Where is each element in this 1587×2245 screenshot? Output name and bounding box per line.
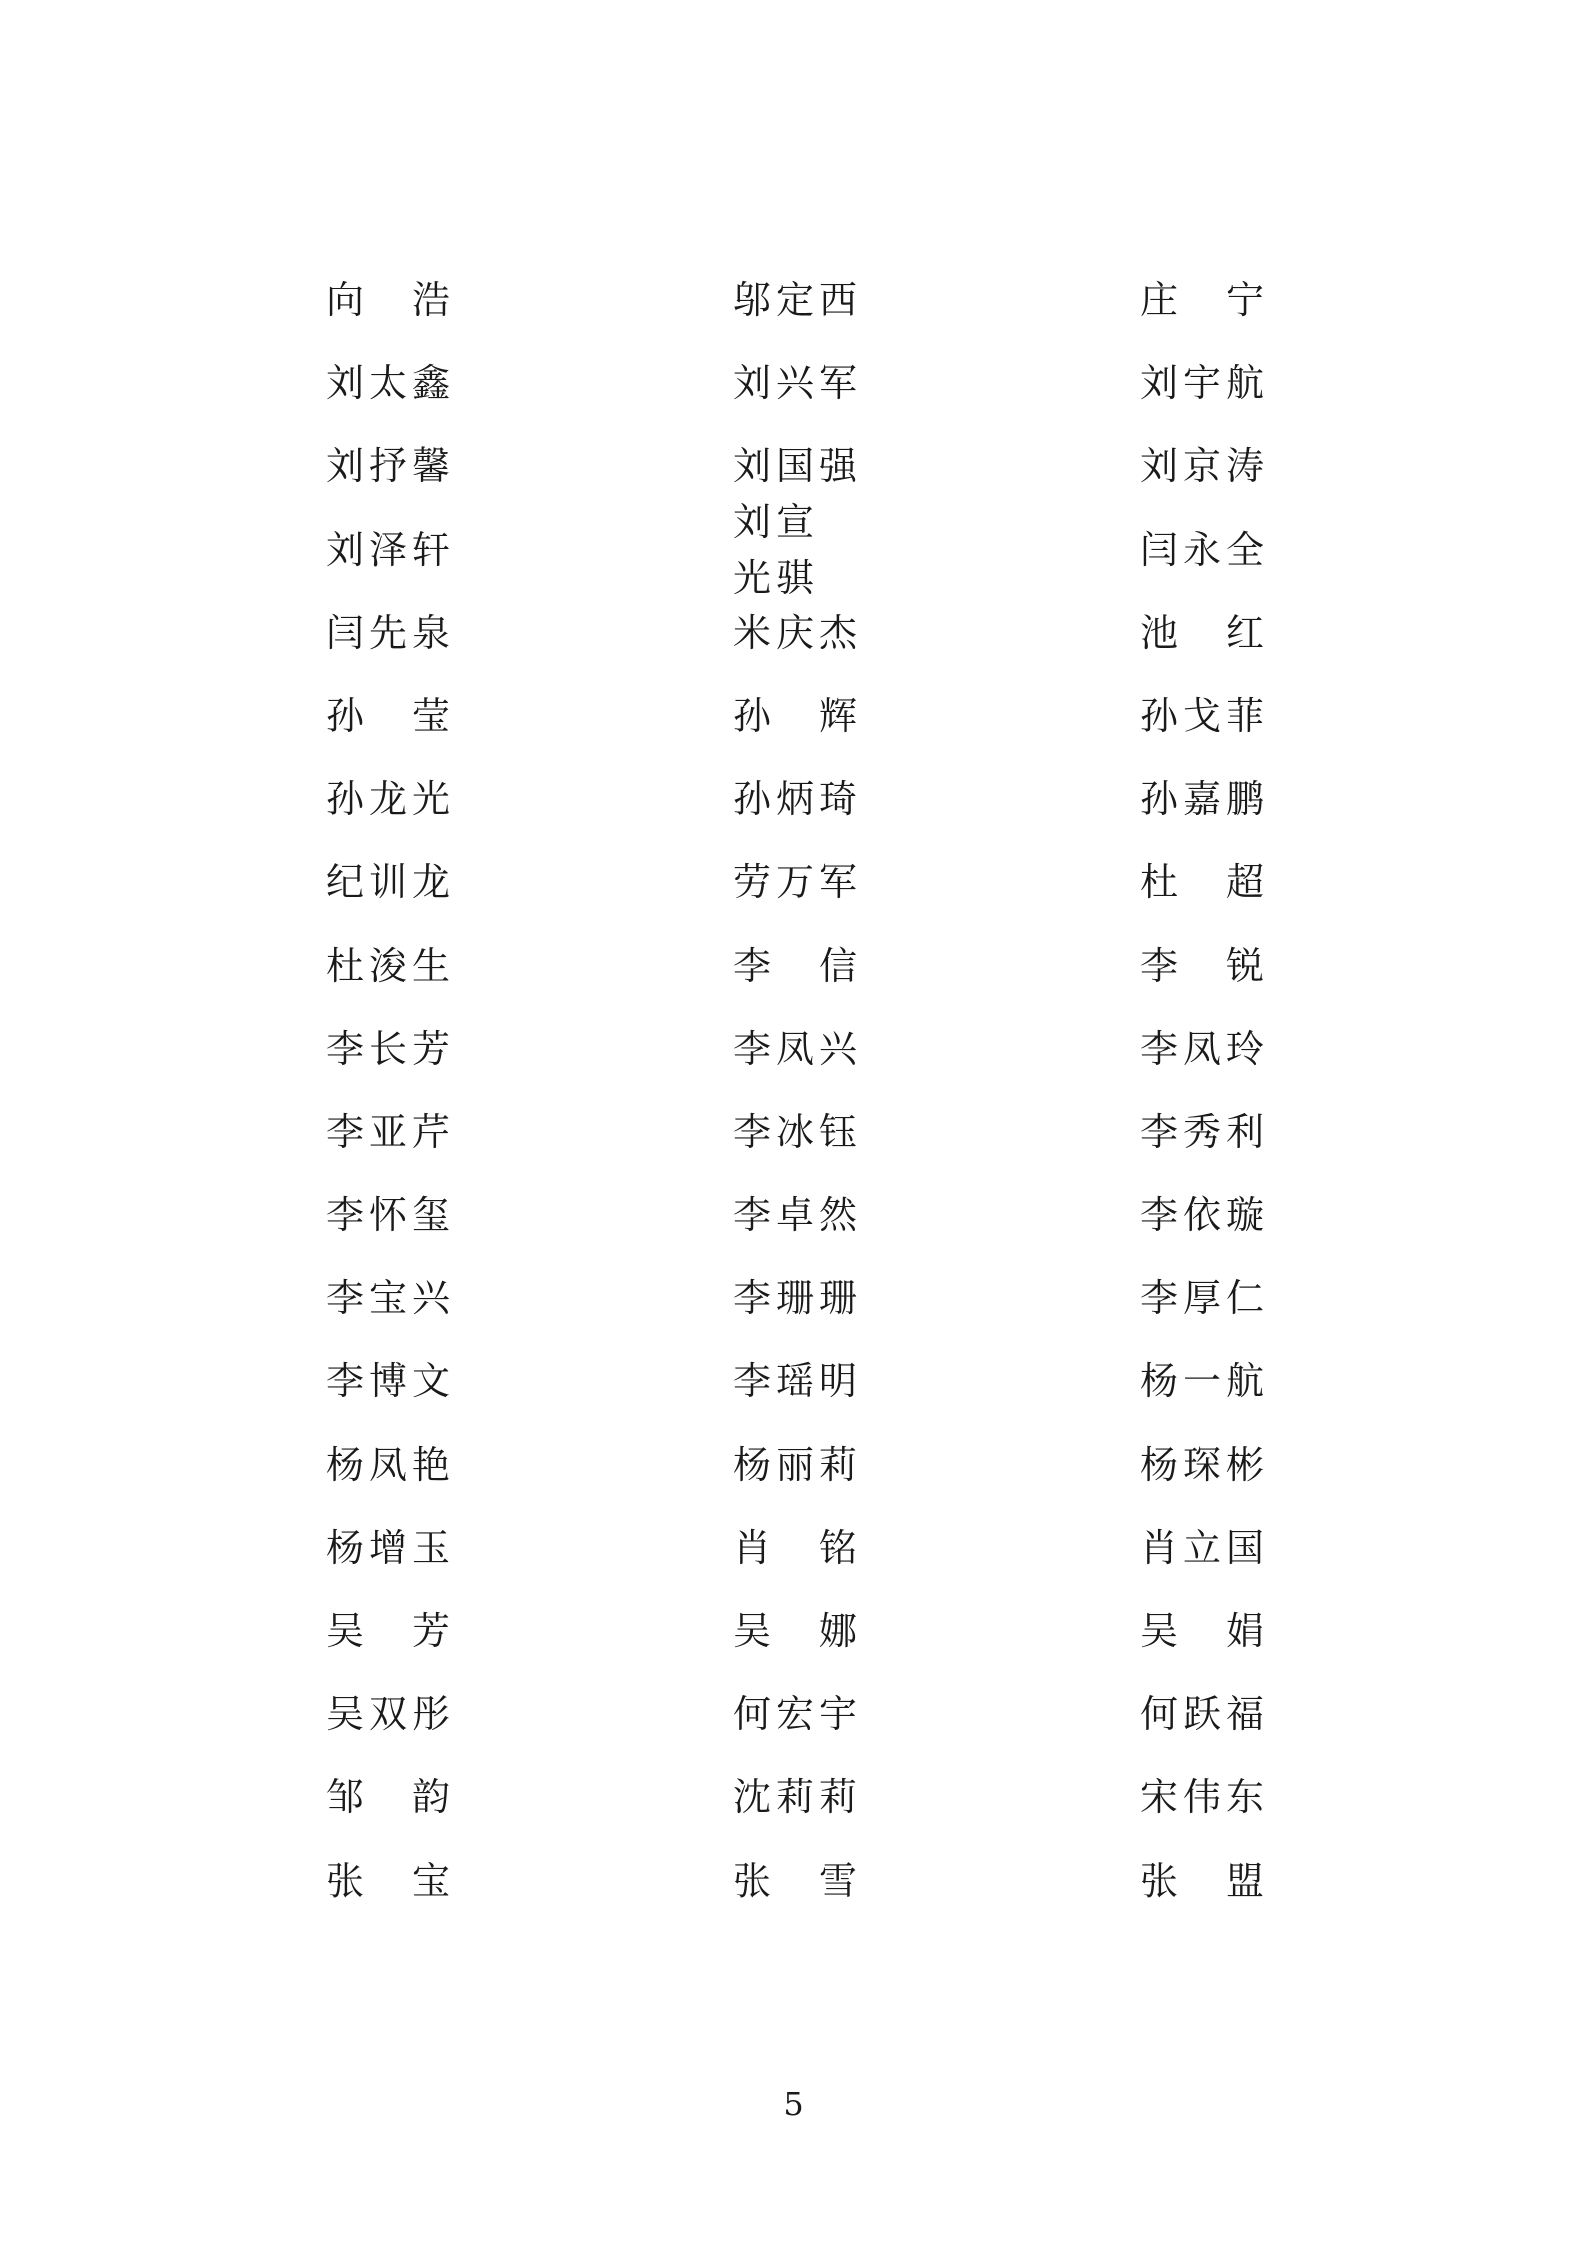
- name-row: [0, 1520, 1587, 1603]
- name-entry: 李 长 芳: [326, 1026, 450, 1071]
- name-entry: 刘 泽 轩: [326, 527, 450, 572]
- name-row: [0, 1270, 1587, 1353]
- name-entry: 闫 先 泉: [326, 610, 450, 655]
- name-entry: 李 信: [733, 943, 857, 988]
- name-entry: 李 珊 珊: [733, 1276, 857, 1321]
- name-list: [0, 272, 1587, 1936]
- name-entry: 杜 超: [1140, 860, 1264, 905]
- name-row: [0, 499, 1587, 605]
- name-entry: 刘宣光骐: [733, 499, 820, 600]
- name-row: [0, 1021, 1587, 1104]
- name-entry: 吴 娟: [1140, 1609, 1264, 1653]
- name-entry: 杨 一 航: [1140, 1359, 1264, 1404]
- name-entry: 肖 立 国: [1140, 1525, 1264, 1570]
- name-entry: 孙 炳 琦: [733, 777, 857, 822]
- name-entry: 刘 抒 馨: [326, 444, 450, 489]
- name-entry: 肖 铭: [733, 1525, 857, 1570]
- name-entry: 李 凤 兴: [733, 1026, 857, 1071]
- name-entry: 杨 凤 艳: [326, 1442, 450, 1487]
- name-entry: 刘 国 强: [733, 444, 857, 489]
- name-entry: 何 跃 福: [1140, 1692, 1264, 1737]
- name-row: [0, 1187, 1587, 1270]
- name-row: [0, 938, 1587, 1021]
- name-entry: 刘 京 涛: [1140, 444, 1264, 489]
- name-entry: 张 盟: [1140, 1858, 1264, 1903]
- name-entry: 孙 莹: [326, 693, 450, 738]
- name-entry: 孙 嘉 鹏: [1140, 777, 1264, 822]
- name-entry: 邹 韵: [326, 1775, 450, 1820]
- name-entry: 李 亚 芹: [326, 1109, 450, 1154]
- name-entry: 孙 龙 光: [326, 777, 450, 822]
- name-entry: 李 依 璇: [1140, 1193, 1264, 1238]
- name-row: [0, 272, 1587, 355]
- name-entry: 李 冰 钰: [733, 1109, 857, 1154]
- name-row: [0, 1853, 1587, 1936]
- name-row: [0, 1353, 1587, 1436]
- name-row: [0, 1104, 1587, 1187]
- name-entry: 沈 莉 莉: [733, 1775, 857, 1820]
- name-entry: 李 秀 利: [1140, 1109, 1264, 1154]
- name-entry: 劳 万 军: [733, 860, 857, 905]
- name-entry: 池 红: [1140, 610, 1264, 655]
- name-entry: 刘 兴 军: [733, 361, 857, 406]
- name-entry: 张 雪: [733, 1858, 857, 1903]
- name-entry: 李 瑶 明: [733, 1359, 857, 1404]
- name-entry: 宋 伟 东: [1140, 1775, 1264, 1820]
- name-entry: 李 博 文: [326, 1359, 450, 1404]
- name-entry: 孙 戈 菲: [1140, 693, 1264, 738]
- name-row: [0, 1686, 1587, 1769]
- name-entry: 吴 娜: [733, 1609, 857, 1653]
- name-entry: 闫 永 全: [1140, 527, 1264, 572]
- name-entry: 杨 增 玉: [326, 1525, 450, 1570]
- name-entry: 杜 浚 生: [326, 943, 450, 988]
- name-row: [0, 1603, 1587, 1686]
- name-entry: 李 厚 仁: [1140, 1276, 1264, 1321]
- name-entry: 米 庆 杰: [733, 610, 857, 655]
- name-entry: 李 卓 然: [733, 1193, 857, 1238]
- name-entry: 李 宝 兴: [326, 1276, 450, 1321]
- name-entry: 吴 芳: [326, 1609, 450, 1653]
- name-entry: 杨 丽 莉: [733, 1442, 857, 1487]
- name-row: [0, 355, 1587, 438]
- name-entry: 李 怀 玺: [326, 1193, 450, 1238]
- name-entry: 李 锐: [1140, 943, 1264, 988]
- page-number: 5: [783, 2085, 804, 2123]
- name-row: [0, 771, 1587, 854]
- name-entry: 刘 宇 航: [1140, 361, 1264, 406]
- name-row: [0, 854, 1587, 937]
- name-entry: 张 宝: [326, 1858, 450, 1903]
- name-row: [0, 1437, 1587, 1520]
- name-row: [0, 605, 1587, 688]
- name-entry: 吴 双 彤: [326, 1692, 450, 1737]
- name-entry: 孙 辉: [733, 693, 857, 738]
- name-entry: 庄 宁: [1140, 278, 1264, 322]
- name-entry: 何 宏 宇: [733, 1692, 857, 1737]
- name-row: [0, 688, 1587, 771]
- name-entry: 李 凤 玲: [1140, 1026, 1264, 1071]
- name-row: [0, 1769, 1587, 1852]
- name-entry: 向 浩: [326, 278, 450, 322]
- name-entry: 杨 琛 彬: [1140, 1442, 1264, 1487]
- name-entry: 刘 太 鑫: [326, 361, 450, 406]
- name-entry: 邬 定 西: [733, 278, 857, 322]
- name-entry: 纪 训 龙: [326, 860, 450, 905]
